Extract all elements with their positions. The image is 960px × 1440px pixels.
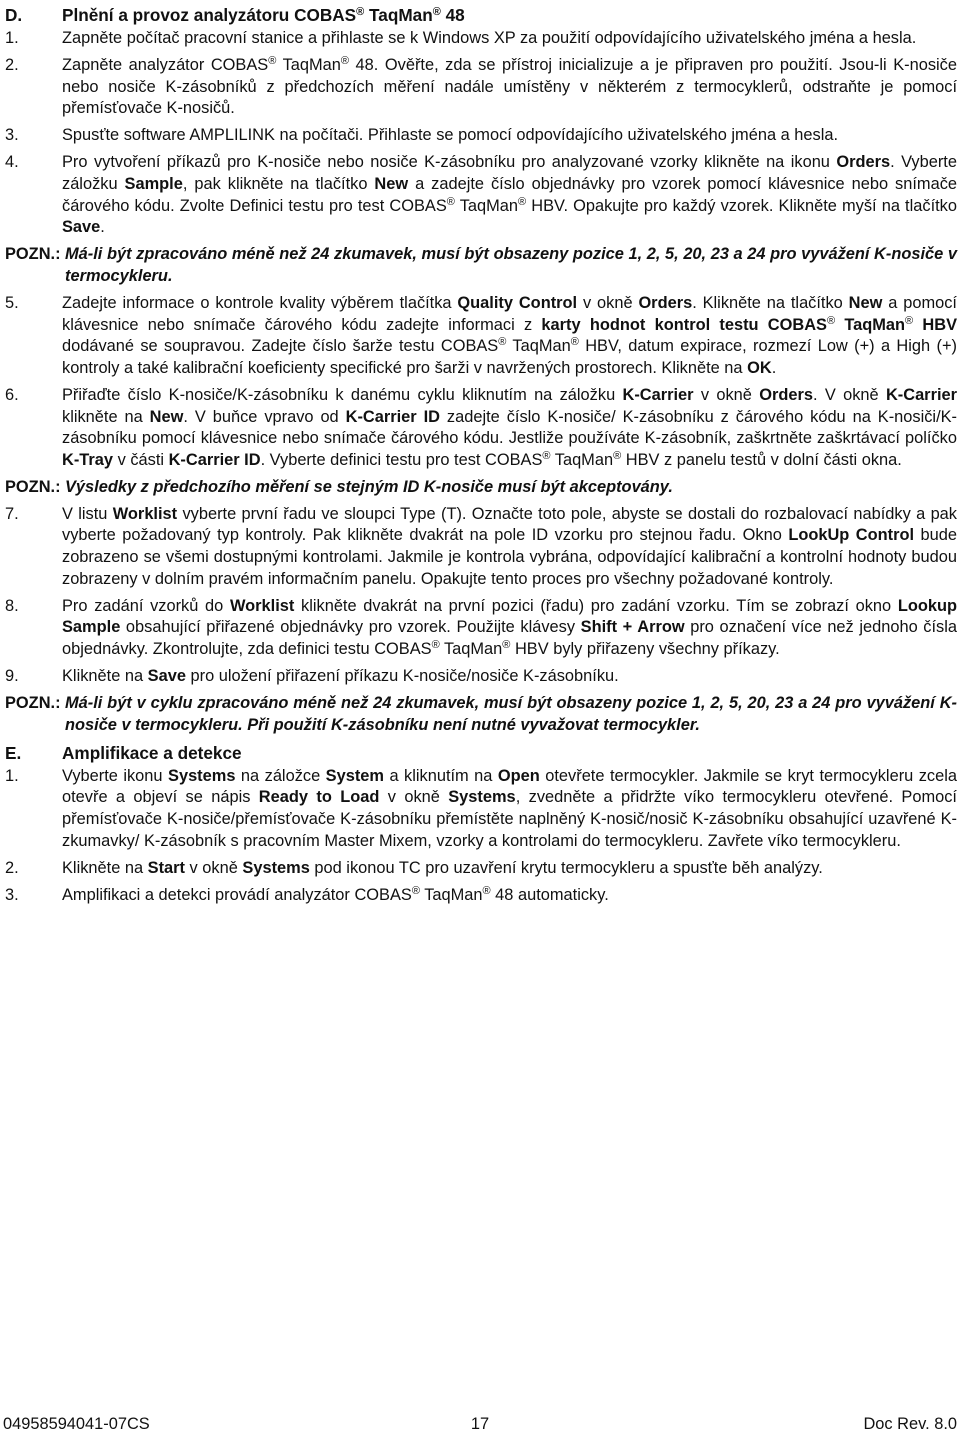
list-item: 8. Pro zadání vzorků do Worklist klikněte dvakrát na první pozici (řadu) pro zadání vzorku. Tím se zobrazí okno Lookup Sample obsahující přiřazené objednávky pro vzorek. Použijte klávesy Shift + Arrow pro označení více než jednoho čísla objednávky. Zkontrolujte, zda definici testu COBAS® TaqMan® HBV byly přiřazeny všechny příkazy. [5, 596, 958, 658]
document-page [5, 4, 957, 912]
list-item: 2. Zapněte analyzátor COBAS® TaqMan® 48. Ověřte, zda se přístroj inicializuje a je připraven pro použití. Jsou-li K-nosiče nebo nosiče K-zásobníků z předchozích měření nadále umístěny v některém z termocyklerů, odstraňte je pomocí přemísťovače K-nosičů. [5, 55, 957, 118]
doc-number: 04958594041-07CS [3, 1415, 150, 1433]
list-item: 1. Zapněte počítač pracovní stanice a přihlaste se k Windows XP za použití odpovídajícího uživatelského jména a hesla. [5, 29, 917, 47]
section-heading-d: D. Plnění a provoz analyzátoru COBAS® TaqMan® 48 [5, 5, 465, 25]
list-item: 6. Přiřaďte číslo K-nosiče/K-zásobníku k danému cyklu kliknutím na záložku K-Carrier v okně Orders. V okně K-Carrier klikněte na New. V buňce vpravo od K-Carrier ID zadejte číslo K-nosiče/ K-zásobníku z čárového kódu na K-nosiči/K-zásobníku pomocí klávesnice nebo snímače čárového kódu. Jestliže používáte K-zásobník, zaškrtněte zaškrtávací políčko K-Tray v části K-Carrier ID. Vyberte definici testu pro test COBAS® TaqMan® HBV z panelu testů v dolní části okna. [5, 385, 958, 469]
list-item: 3. Spusťte software AMPLILINK na počítači. Přihlaste se pomocí odpovídajícího uživatelského jména a hesla. [5, 126, 839, 145]
list-item: 4. Pro vytvoření příkazů pro K-nosiče nebo nosiče K-zásobníku pro analyzované vzorky klikněte na ikonu Orders. Vyberte záložku Sample, pak klikněte na tlačítko New a zadejte číslo objednávky pro vzorek pomocí klávesnice nebo snímače čárového kódu. Zvolte Definici testu pro test COBAS® TaqMan® HBV. Opakujte pro každý vzorek. Klikněte myší na tlačítko Save. [5, 153, 958, 237]
list-item: 5. Zadejte informace o kontrole kvality výběrem tlačítka Quality Control v okně Orders. Klikněte na tlačítko New a pomocí klávesnice nebo snímače čárového kódu zadejte informaci z karty hodnot kontrol testu COBAS® TaqMan® HBV dodávané se soupravou. Zadejte číslo šarže testu COBAS® TaqMan® HBV, datum expirace, rozmezí Low (+) a High (+) kontroly a také kalibrační koeficienty specifické pro šarži v navržených prostorech. Klikněte na OK. [5, 294, 958, 377]
list-item: 3. Amplifikaci a detekci provádí analyzátor COBAS® TaqMan® 48 automaticky. [5, 884, 609, 904]
list-item: 7. V listu Worklist vyberte první řadu ve sloupci Type (T). Označte toto pole, abyste se dostali do rozbalovací nabídky a pak vyberte požadovaný typ kontroly. Pak klikněte dvakrát na pole ID vzorku pro stejnou řadu. Okno LookUp Control bude zobrazeno se všemi dostupnými kontrolami. Jakmile je kontrola vybrána, odpovídající kalibrační a kontrolní hodnoty budou zobrazeny v dolním pravém informačním panelu. Opakujte tento proces pro všechny požadované kontroly. [5, 504, 957, 588]
page-number: 17 [470, 1415, 490, 1433]
page-footer [3, 1415, 957, 1434]
note: POZN.: Má-li být zpracováno méně než 24 zkumavek, musí být obsazeny pozice 1, 2, 5, 20, 23 a 24 pro vyvážení K-nosiče v termocykleru. [5, 245, 957, 285]
doc-revision: Doc Rev. 8.0 [863, 1415, 957, 1433]
section-heading-e: E. Amplifikace a detekce [5, 742, 242, 763]
note: POZN.: Výsledky z předchozího měření se stejným ID K-nosiče musí být akceptovány. [5, 477, 673, 496]
note: POZN.: Má-li být v cyklu zpracováno méně než 24 zkumavek, musí být obsazeny pozice 1, 2, 5, 20, 23 a 24 pro vyvážení K-nosiče v termocykleru. Při použití K-zásobníku není nutné vyvažovat termocykler. [5, 694, 957, 734]
list-item: 1. Vyberte ikonu Systems na záložce System a kliknutím na Open otevřete termocykler. Jakmile se kryt termocykleru zcela otevře a objeví se nápis Ready to Load v okně Systems, zvedněte a přidržte víko termocykleru otevřené. Pomocí přemísťovače K-nosiče/přemísťovače K-zásobníku přemístěte naplněný K-nosič/nosič K-zásobníku obsahující uzavřené K-zkumavky/ K-zásobník s pracovním Master Mixem, vzorky a kontrolami do termocykleru. Zavřete víko termocykleru. [5, 766, 957, 850]
list-item: 9. Klikněte na Save pro uložení přiřazení příkazu K-nosiče/nosiče K-zásobníku. [5, 667, 619, 686]
list-item: 2. Klikněte na Start v okně Systems pod ikonou TC pro uzavření krytu termocykleru a spusťte běh analýzy. [5, 858, 823, 877]
